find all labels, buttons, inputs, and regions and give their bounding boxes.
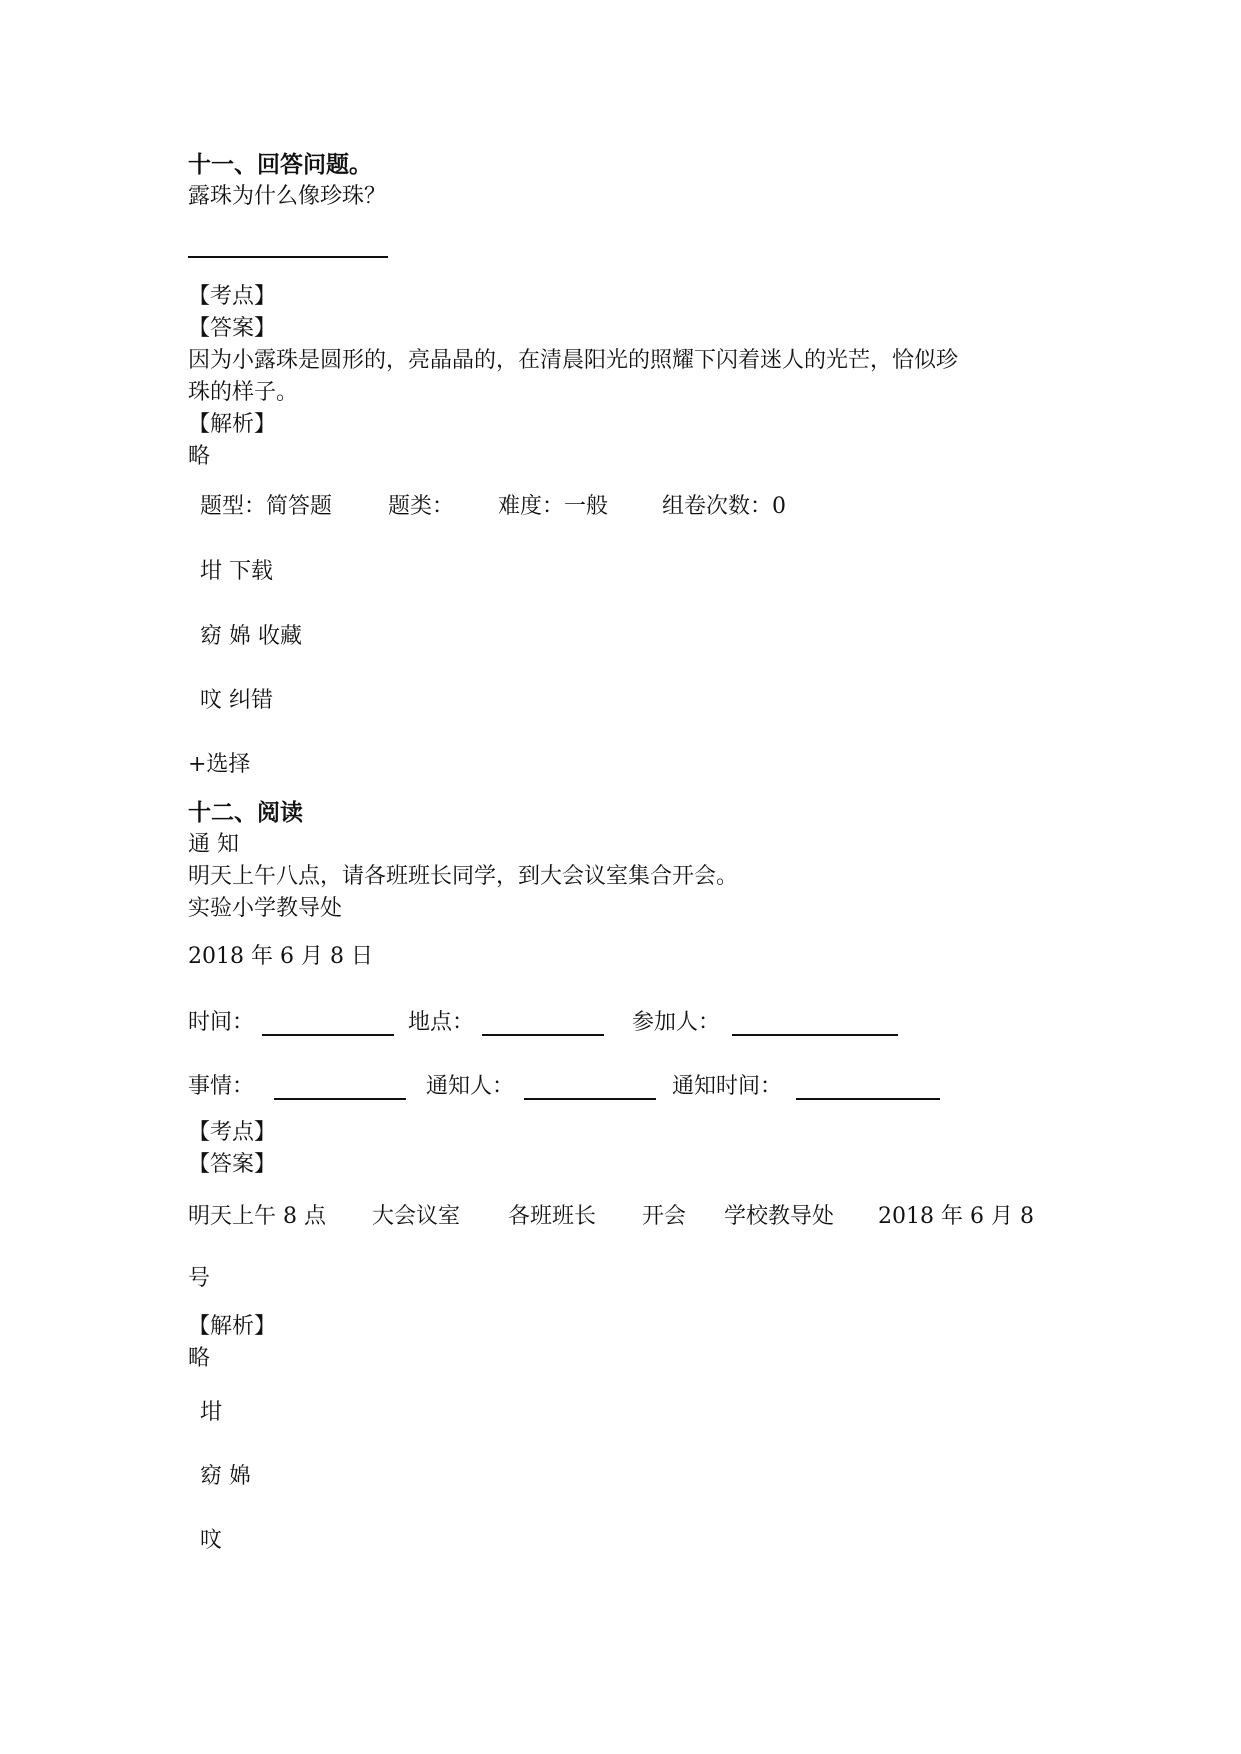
q12-answer-place: 大会议室 [372, 1204, 461, 1229]
q12-notice-sender: 实验小学教导处 [188, 896, 343, 921]
q11-heading: 十一、回答问题。 [188, 151, 372, 178]
q12-answer-notifier: 学校教导处 [724, 1204, 835, 1229]
q12-time-blank[interactable] [262, 1034, 394, 1036]
q12-correct-link[interactable]: 呅 [200, 1528, 223, 1553]
q12-matter-label: 事情： [188, 1074, 255, 1099]
q12-analysis-label: 【解析】 [188, 1314, 277, 1339]
q12-notice-title: 通 知 [188, 832, 239, 857]
q12-notifier-blank[interactable] [524, 1098, 656, 1100]
q12-favorite-link[interactable]: 窈 婂 [200, 1464, 251, 1489]
q12-notice-date: 2018 年 6 月 8 日 [188, 944, 373, 969]
q11-correct-link[interactable]: 呅 纠错 [200, 688, 273, 713]
q12-people-label: 参加人： [632, 1010, 721, 1035]
q12-answer-time: 明天上午 8 点 [188, 1204, 326, 1229]
q11-select-link[interactable]: +选择 [188, 752, 251, 777]
q12-notice-time-blank[interactable] [796, 1098, 940, 1100]
q11-difficulty: 难度：一般 [498, 494, 609, 519]
q11-question: 露珠为什么像珍珠？ [188, 184, 387, 209]
q11-download-link[interactable]: 坩 下载 [200, 559, 273, 584]
q12-time-label: 时间： [188, 1010, 255, 1035]
q11-analysis-text: 略 [188, 444, 211, 469]
q11-kaodian-label: 【考点】 [188, 284, 277, 309]
q12-matter-blank[interactable] [274, 1098, 406, 1100]
q12-analysis-text: 略 [188, 1346, 211, 1371]
q11-question-type: 题型：简答题 [200, 494, 333, 519]
q12-answer-label: 【答案】 [188, 1152, 277, 1177]
q12-place-blank[interactable] [482, 1034, 604, 1036]
q12-heading: 十二、阅读 [188, 799, 303, 826]
q11-answer-label: 【答案】 [188, 316, 277, 341]
q12-answer-date: 2018 年 6 月 8 [878, 1204, 1034, 1229]
q12-notifier-label: 通知人： [426, 1074, 515, 1099]
q12-answer-matter: 开会 [642, 1204, 687, 1229]
q11-usage-count: 组卷次数：0 [662, 494, 786, 519]
q12-kaodian-label: 【考点】 [188, 1120, 277, 1145]
q12-people-blank[interactable] [732, 1034, 898, 1036]
q12-notice-body: 明天上午八点，请各班班长同学，到大会议室集合开会。 [188, 864, 739, 889]
q12-answer-people: 各班班长 [508, 1204, 597, 1229]
q11-question-category: 题类： [388, 494, 455, 519]
q11-analysis-label: 【解析】 [188, 412, 277, 437]
q11-answer-line-1: 因为小露珠是圆形的，亮晶晶的，在清晨阳光的照耀下闪着迷人的光芒，恰似珍 [188, 348, 959, 373]
q11-answer-line-2: 珠的样子。 [188, 380, 299, 405]
q12-answer-date-wrap: 号 [188, 1266, 211, 1291]
q12-notice-time-label: 通知时间： [672, 1074, 783, 1099]
q11-answer-blank[interactable] [188, 256, 388, 258]
q12-download-link[interactable]: 坩 [200, 1400, 223, 1425]
q12-place-label: 地点： [408, 1010, 475, 1035]
q11-favorite-link[interactable]: 窈 婂 收藏 [200, 624, 302, 649]
